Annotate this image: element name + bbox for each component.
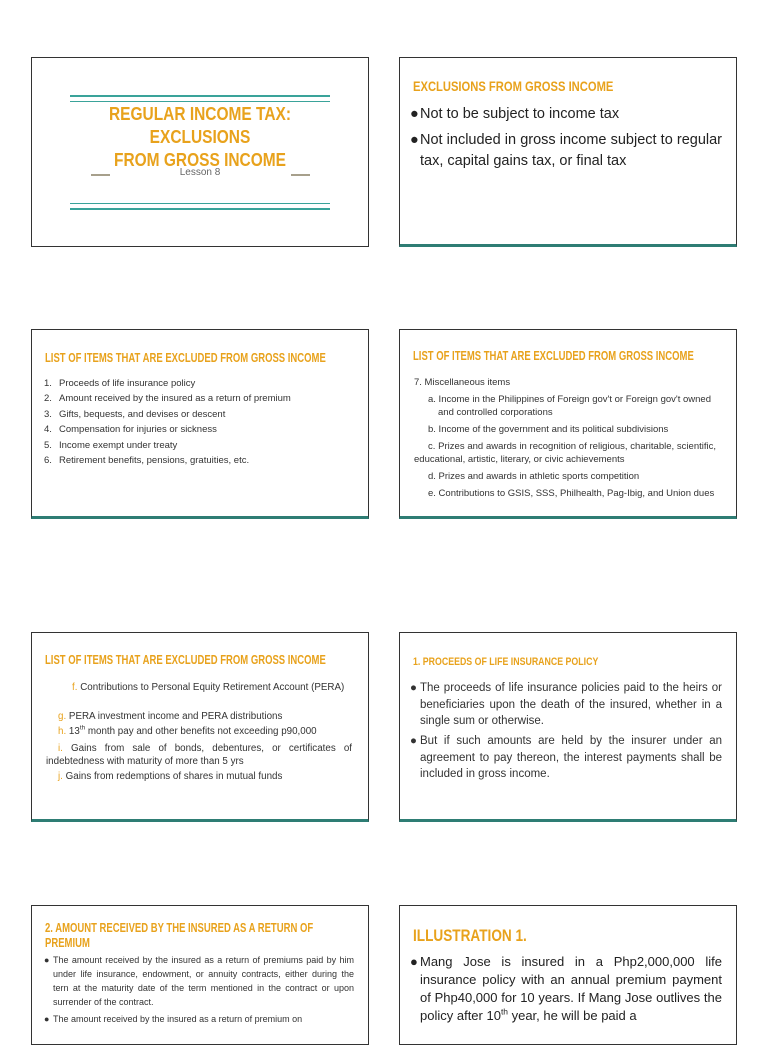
- list-item: i. Gains from sale of bonds, debentures, or certificates of indebtedness with maturity of more than 5 yrs: [46, 743, 352, 767]
- exclusion-list: [44, 376, 291, 468]
- title-line: EXCLUSIONS: [149, 127, 251, 147]
- slide-heading: 2. AMOUNT RECEIVED BY THE INSURED AS A RETURN OF PREMIUM: [45, 921, 314, 950]
- list-item: c. Prizes and awards in recognition of religious, charitable, scientific, educational, artistic, literary, or civic achievements: [414, 441, 716, 465]
- decor-line: [70, 203, 330, 204]
- bullet-icon: ●: [44, 955, 50, 965]
- list-item: j. Gains from redemptions of shares in mutual funds: [58, 771, 283, 782]
- slide-heading: EXCLUSIONS FROM GROSS INCOME: [413, 78, 614, 94]
- list-item: 5. Income exempt under treaty: [44, 439, 178, 451]
- list-item: 2. Amount received by the insured as a return of premium: [44, 393, 291, 405]
- title-line: FROM GROSS INCOME: [113, 150, 286, 170]
- bullet-item: ● Not included in gross income subject to regular tax, capital gains tax, or final tax: [410, 132, 722, 169]
- exclusion-list-slide: [31, 329, 369, 519]
- bullet-item: ● Not to be subject to income tax: [410, 104, 722, 125]
- list-item: 3. Gifts, bequests, and devises or descent: [44, 408, 226, 420]
- illustration-slide: [399, 905, 737, 1045]
- exclusion-list-continued-slide: [31, 632, 369, 822]
- list-item: f. Contributions to Personal Equity Retirement Account (PERA): [72, 682, 345, 693]
- slide-subtitle: Lesson 8: [179, 167, 221, 178]
- title-line: REGULAR INCOME TAX:: [108, 104, 292, 124]
- list-item: a. Income in the Philippines of Foreign gov't or Foreign gov't owned and controlled corporations: [428, 394, 711, 418]
- title-slide: [31, 57, 369, 247]
- list-intro: 7. Miscellaneous items: [414, 377, 511, 388]
- list-item: 4. Compensation for injuries or sickness: [44, 424, 217, 436]
- bullet-icon: ●: [410, 682, 417, 694]
- list-item: g. PERA investment income and PERA distributions: [58, 711, 283, 722]
- misc-items-slide: [399, 329, 737, 519]
- bullet-item: ● The proceeds of life insurance policies paid to the heirs or beneficiaries upon the death of the insured, whether in a single sum or otherwise.: [410, 682, 722, 727]
- decor-line: [70, 95, 330, 97]
- bullet-icon: ●: [410, 735, 417, 747]
- slide-heading: 1. PROCEEDS OF LIFE INSURANCE POLICY: [413, 656, 599, 668]
- bullet-icon: ●: [410, 106, 419, 122]
- list-item: h. 13th month pay and other benefits not exceeding p90,000: [58, 724, 317, 737]
- slide-heading: LIST OF ITEMS THAT ARE EXCLUDED FROM GROSS INCOME: [413, 349, 694, 363]
- slide-title: [56, 103, 345, 172]
- list-item: b. Income of the government and its political subdivisions: [428, 424, 669, 435]
- list-item: 1. Proceeds of life insurance policy: [44, 378, 196, 389]
- bullet-item: ● But if such amounts are held by the insurer under an agreement to pay thereon, the interest payments shall be included in gross income.: [410, 735, 722, 780]
- decor-line: [70, 208, 330, 210]
- illustration-text: ● Mang Jose is insured in a Php2,000,000 life insurance policy with an annual premium payment of Php40,000 for 10 years. If Mang Jose outlives the policy after 10th year, he will be paid a: [410, 954, 722, 1023]
- slide-heading: ILLUSTRATION 1.: [413, 926, 527, 945]
- bullet-item: ● The amount received by the insured as a return of premiums paid by him under life insurance, endowment, or annuity contracts, either during the tern at the maturity date of the term mentioned in the contract or upon surrender of the contract.: [44, 955, 354, 1007]
- slide-heading: LIST OF ITEMS THAT ARE EXCLUDED FROM GROSS INCOME: [45, 653, 326, 667]
- list-item: 6. Retirement benefits, pensions, gratuities, etc.: [44, 455, 250, 467]
- bullet-icon: ●: [410, 132, 419, 148]
- return-of-premium-slide: [31, 905, 369, 1045]
- list-item: e. Contributions to GSIS, SSS, Philhealth, Pag-Ibig, and Union dues: [428, 488, 715, 499]
- decor-line: [70, 101, 330, 102]
- bullet-item: ● The amount received by the insured as a return of premium on: [44, 1014, 303, 1024]
- slide-heading: LIST OF ITEMS THAT ARE EXCLUDED FROM GROSS INCOME: [45, 351, 326, 365]
- list-item: d. Prizes and awards in athletic sports competition: [428, 471, 640, 482]
- exclusions-slide: [399, 57, 737, 247]
- bullet-icon: ●: [410, 954, 418, 969]
- bullet-icon: ●: [44, 1014, 50, 1024]
- life-insurance-slide: [399, 632, 737, 822]
